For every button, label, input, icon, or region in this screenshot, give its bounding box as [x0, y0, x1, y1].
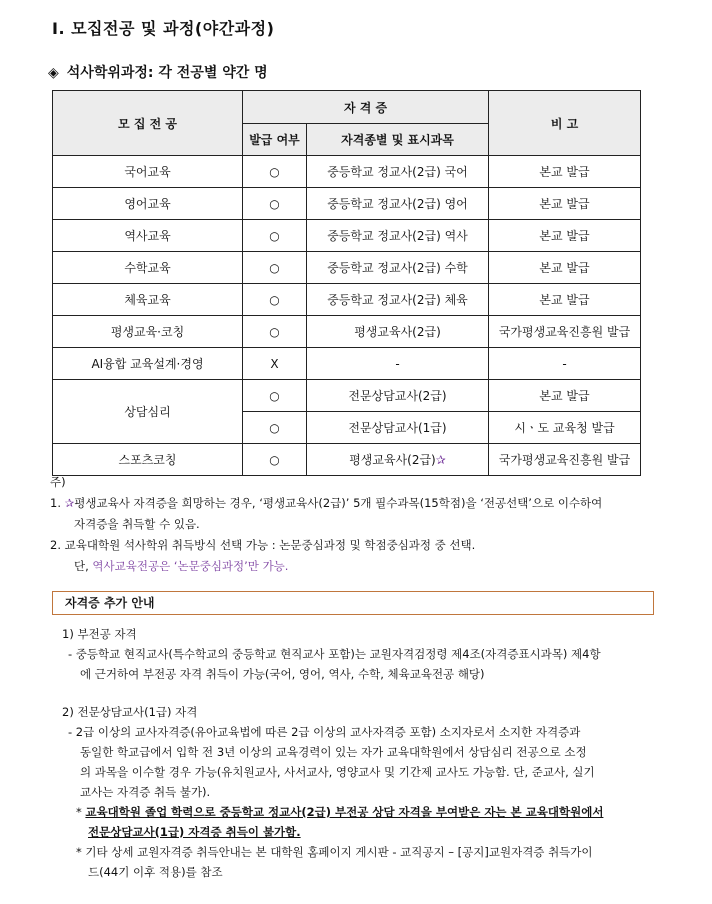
cell-issue: ○	[243, 316, 307, 348]
table-row	[53, 252, 641, 284]
guide-s2-star1	[50, 802, 668, 822]
guide-s2-star2-line1: * 기타 상세 교원자격증 취득안내는 본 대학원 홈페이지 게시판 - 교직공지 – [공지]교원자격증 취득가이	[76, 845, 593, 859]
majors-table	[52, 90, 641, 476]
cell-major: 체육교육	[53, 284, 243, 316]
spacer	[50, 684, 668, 702]
cell-issue: ○	[243, 156, 307, 188]
guide-s2-star1-line2: 전문상담교사(1급) 자격증 취득이 불가함.	[88, 825, 301, 839]
cell-issue: X	[243, 348, 307, 380]
cell-remark: 본교 발급	[489, 252, 641, 284]
star-icon: ✰	[64, 496, 75, 510]
cell-major: AI융합 교육설계·경영	[53, 348, 243, 380]
cell-major: 역사교육	[53, 220, 243, 252]
cell-remark: 본교 발급	[489, 220, 641, 252]
header-cert: 자 격 증	[243, 91, 489, 124]
cell-cert: 중등학교 정교사(2급) 체육	[307, 284, 489, 316]
note-1	[50, 493, 670, 514]
notes-section	[50, 472, 670, 577]
cell-remark: 국가평생교육진흥원 발급	[489, 444, 641, 476]
cell-cert	[307, 444, 489, 476]
cell-major: 수학교육	[53, 252, 243, 284]
cell-major: 영어교육	[53, 188, 243, 220]
diamond-bullet-icon: ◈	[48, 65, 59, 81]
cell-cert: 평생교육사(2급)	[307, 316, 489, 348]
cell-issue: ○	[243, 188, 307, 220]
cell-cert: 전문상담교사(1급)	[307, 412, 489, 444]
guide-s1-title: 1) 부전공 자격	[62, 627, 137, 641]
cell-cert: 중등학교 정교사(2급) 수학	[307, 252, 489, 284]
note-1-text: 평생교육사 자격증을 희망하는 경우, ‘평생교육사(2급)’ 5개 필수과목(15학점)을 ‘전공선택’으로 이수하여	[74, 496, 603, 510]
cell-cert: 전문상담교사(2급)	[307, 380, 489, 412]
cell-issue: ○	[243, 444, 307, 476]
cell-issue: ○	[243, 380, 307, 412]
header-cert-type: 자격종별 및 표시과목	[307, 124, 489, 156]
guide-s2-line3: 의 과목을 이수할 경우 가능(유치원교사, 사서교사, 영양교사 및 기간제 교사도 가능함. 단, 준교사, 실기	[80, 765, 595, 779]
guide-s2-star1-line1: 교육대학원 졸업 학력으로 중등학교 정교사(2급) 부전공 상담 자격을 부여받은 자는 본 교육대학원에서	[85, 805, 604, 819]
header-issue: 발급 여부	[243, 124, 307, 156]
note-1-continued: 자격증을 취득할 수 있음.	[74, 517, 200, 531]
cell-remark: 본교 발급	[489, 156, 641, 188]
cell-remark: 본교 발급	[489, 284, 641, 316]
note-1-number: 1.	[50, 496, 65, 510]
cell-issue: ○	[243, 412, 307, 444]
notes-title: 주)	[50, 475, 66, 489]
table-row	[53, 444, 641, 476]
cell-cert: -	[307, 348, 489, 380]
guide-s2-star2-line2: 드(44기 이후 적용)를 참조	[88, 865, 223, 879]
cell-remark: 본교 발급	[489, 380, 641, 412]
table-row	[53, 380, 641, 412]
guide-s2-line4: 교사는 자격증 취득 불가).	[80, 785, 211, 799]
cell-major: 스포츠코칭	[53, 444, 243, 476]
guide-s2-star1-cont	[50, 822, 668, 842]
table-row	[53, 220, 641, 252]
cell-cert: 중등학교 정교사(2급) 역사	[307, 220, 489, 252]
cell-issue: ○	[243, 220, 307, 252]
cell-major: 국어교육	[53, 156, 243, 188]
cell-cert: 중등학교 정교사(2급) 국어	[307, 156, 489, 188]
guide-s2-title: 2) 전문상담교사(1급) 자격	[62, 705, 198, 719]
table-row	[53, 156, 641, 188]
cell-remark: 본교 발급	[489, 188, 641, 220]
cell-remark: -	[489, 348, 641, 380]
cell-remark: 국가평생교육진흥원 발급	[489, 316, 641, 348]
note-2-continued	[50, 556, 670, 577]
cert-guide-box-title: 자격증 추가 안내	[52, 591, 654, 615]
note-2: 2. 교육대학원 석사학위 취득방식 선택 가능 : 논문중심과정 및 학점중심과정 중 선택.	[50, 538, 476, 552]
guide-s1-line1: - 중등학교 현직교사(특수학교의 중등학교 현직교사 포함)는 교원자격검정령 제4조(자격증표시과목) 제4항	[68, 647, 601, 661]
guide-s2-line2: 동일한 학교급에서 입학 전 3년 이상의 교육경력이 있는 자가 교육대학원에서 상담심리 전공으로 소정	[80, 745, 587, 759]
guide-s1-line2: 에 근거하여 부전공 자격 취득이 가능(국어, 영어, 역사, 수학, 체육교육전공 해당)	[80, 667, 485, 681]
guide-s2-line1: - 2급 이상의 교사자격증(유아교육법에 따른 2급 이상의 교사자격증 포함) 소지자로서 소지한 자격증과	[68, 725, 581, 739]
header-remark: 비 고	[489, 91, 641, 156]
subheading-text: 석사학위과정: 각 전공별 약간 명	[66, 65, 268, 81]
cell-remark: 시ㆍ도 교육청 발급	[489, 412, 641, 444]
header-major: 모 집 전 공	[53, 91, 243, 156]
cell-issue: ○	[243, 284, 307, 316]
table-row	[53, 284, 641, 316]
note-2-prefix: 단,	[74, 559, 93, 573]
page-heading: Ⅰ. 모집전공 및 과정(야간과정)	[52, 19, 275, 38]
asterisk-mark: *	[76, 805, 86, 819]
cert-guide-section	[50, 624, 668, 882]
star-icon: ✰	[435, 453, 446, 467]
table-row	[53, 188, 641, 220]
cell-major: 상담심리	[53, 380, 243, 444]
section-subheading	[48, 62, 268, 82]
cell-issue: ○	[243, 252, 307, 284]
table-row	[53, 316, 641, 348]
note-2-highlight: 역사교육전공은 ‘논문중심과정’만 가능.	[92, 559, 289, 573]
table-row	[53, 348, 641, 380]
cell-cert: 중등학교 정교사(2급) 영어	[307, 188, 489, 220]
cell-major: 평생교육·코칭	[53, 316, 243, 348]
cert-text: 평생교육사(2급)	[349, 453, 436, 467]
